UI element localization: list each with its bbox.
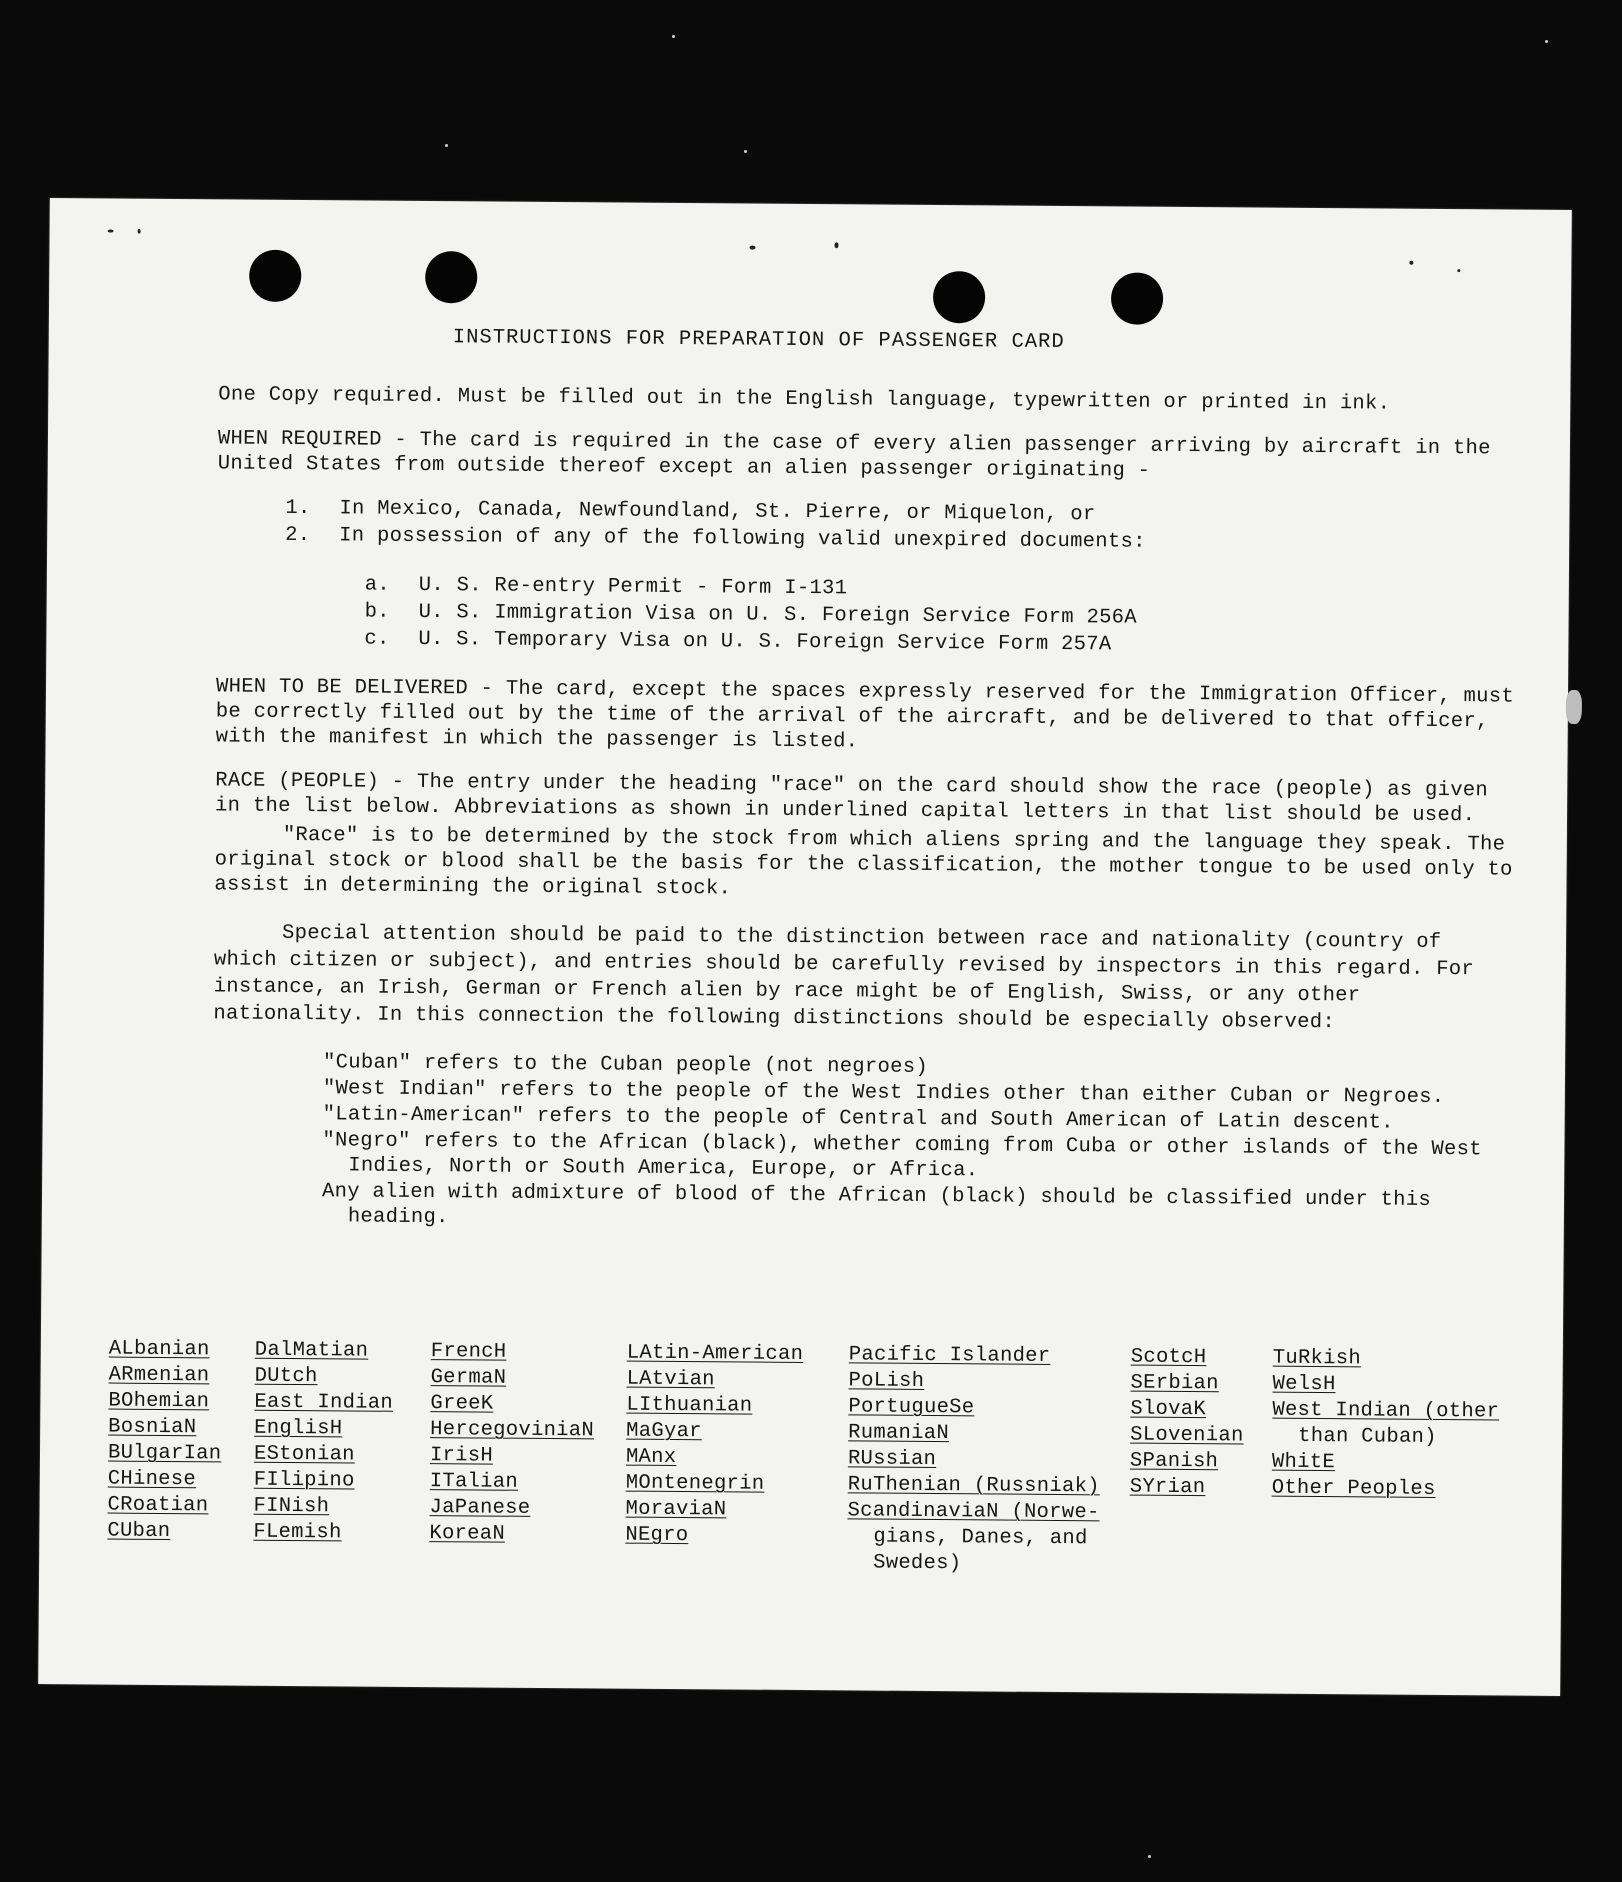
race-entry: FIlipino <box>253 1468 355 1493</box>
race-entry: FrencH <box>430 1340 507 1364</box>
race-entry: CUban <box>107 1519 171 1544</box>
race-column-1 <box>107 1337 222 1546</box>
race-entry: GreeK <box>430 1392 494 1416</box>
race-entry: SErbian <box>1130 1371 1219 1396</box>
intro-paragraph: One Copy required. Must be filled out in the English language, typewritten or printed in ink. <box>218 383 1391 416</box>
race-entry: WhitE <box>1271 1450 1336 1475</box>
exception-item: 2. In possession of any of the following valid unexpired documents: <box>285 523 1146 554</box>
race-entry: MOntenegrin <box>625 1471 765 1496</box>
race-entry: GermaN <box>430 1366 507 1390</box>
race-definition-paragraph: "Race" is to be determined by the stock from which aliens spring and the language they speak. The original stock or blood shall be the basis for the classification, the mother tongue to be used only to assist in determining the original stock. <box>214 823 1513 901</box>
distinction-item: "West Indian" refers to the people of the West Indies other than either Cuban or Negroes. <box>322 1077 1445 1110</box>
ink-speck <box>834 242 838 248</box>
race-entry: ITalian <box>429 1470 519 1494</box>
race-entry: Other Peoples <box>1271 1476 1436 1501</box>
race-column-4 <box>625 1341 803 1550</box>
race-entry: CHinese <box>107 1467 197 1492</box>
when-delivered-paragraph: WHEN TO BE DELIVERED - The card, except the spaces expressly reserved for the Immigration Officer, must be correctly filled out by the time of the arrival of the aircraft, and be delivered to that officer, with the manifest in which the passenger is listed. <box>215 675 1515 754</box>
ink-speck <box>749 246 755 250</box>
race-entry: SYrian <box>1129 1475 1206 1500</box>
race-entry: FINish <box>253 1494 330 1519</box>
punch-hole <box>249 250 301 302</box>
film-speck <box>445 144 448 147</box>
race-column-5 <box>847 1342 1101 1578</box>
race-entry: DUtch <box>254 1364 318 1389</box>
punch-hole <box>425 251 477 303</box>
race-entry: BOhemian <box>108 1389 210 1414</box>
instructions-body <box>212 323 1539 1239</box>
when-required-paragraph: WHEN REQUIRED - The card is required in the case of every alien passenger arriving by aircraft in the United States from outside thereof except an alien passenger originating - <box>217 427 1491 483</box>
document-item: c. U. S. Temporary Visa on U. S. Foreign Service Form 257A <box>364 627 1112 657</box>
race-entry: PoLish <box>848 1369 925 1393</box>
race-entry: RUssian <box>847 1447 937 1472</box>
race-entry: IrisH <box>429 1444 494 1468</box>
race-entry: RuThenian (Russniak) <box>847 1473 1100 1499</box>
race-entry: SLovenian <box>1130 1423 1244 1448</box>
race-entry: HercegoviniaN <box>430 1418 595 1443</box>
document-item: a. U. S. Re-entry Permit - Form I-131 <box>364 573 848 601</box>
race-column-3 <box>429 1339 594 1548</box>
document-list <box>216 571 1537 660</box>
race-entry: LAtin-American <box>626 1341 804 1366</box>
distinction-item: Any alien with admixture of blood of the African (black) should be classified under this heading. <box>321 1180 1432 1230</box>
exception-list <box>217 495 1537 557</box>
race-column-7 <box>1272 1346 1500 1504</box>
race-entry-continuation: than Cuban) <box>1298 1424 1437 1449</box>
race-entry: ALbanian <box>108 1337 210 1362</box>
race-entry: LAtvian <box>626 1367 715 1392</box>
distinction-item: "Cuban" refers to the Cuban people (not negroes) <box>322 1051 929 1079</box>
edge-smudge <box>1566 690 1582 724</box>
punch-hole <box>1111 272 1163 324</box>
race-list <box>107 1337 1549 1576</box>
document-item: b. U. S. Immigration Visa on U. S. Foreign Service Form 256A <box>364 600 1138 630</box>
distinction-item: "Negro" refers to the African (black), whether coming from Cuba or other islands of the West Indies, North or South America, Europe, or Africa. <box>322 1129 1482 1183</box>
race-entry: BosniaN <box>108 1415 197 1440</box>
film-speck <box>1148 1855 1151 1858</box>
race-entry: JaPanese <box>429 1496 531 1520</box>
race-entry: BUlgarIan <box>107 1441 222 1466</box>
race-entry: FLemish <box>253 1520 342 1545</box>
race-entry: TuRkish <box>1272 1346 1362 1371</box>
ink-speck <box>1409 261 1413 265</box>
race-entry-continuation: Swedes) <box>873 1551 962 1576</box>
race-entry: ScotcH <box>1130 1345 1207 1370</box>
race-entry: WelsH <box>1272 1372 1336 1397</box>
race-entry: ScandinaviaN (Norwe- <box>847 1499 1100 1525</box>
race-entry: EnglisH <box>254 1416 343 1441</box>
race-entry: SlovaK <box>1130 1397 1207 1422</box>
race-entry: ARmenian <box>108 1363 210 1388</box>
race-entry-continuation: gians, Danes, and <box>873 1525 1088 1551</box>
race-column-2 <box>253 1338 393 1547</box>
race-entry: MAnx <box>625 1445 677 1470</box>
race-entry: SPanish <box>1129 1449 1219 1474</box>
race-entry: MoraviaN <box>625 1497 727 1522</box>
race-column-6 <box>1130 1345 1245 1502</box>
ink-speck <box>108 230 114 233</box>
race-entry: RumaniaN <box>848 1421 950 1446</box>
race-distinction-paragraph: Special attention should be paid to the distinction between race and nationality (country of which citizen or subject), and entries should be carefully revised by inspectors in this regard. For instance, an Irish, German or French alien by race might be of English, Swiss, or any other nationality. In this connection the following distinctions should be especially observed: <box>213 921 1475 1035</box>
race-entry: KoreaN <box>429 1522 506 1546</box>
race-entry: EStonian <box>253 1442 355 1467</box>
film-speck <box>1545 40 1548 43</box>
race-entry: LIthuanian <box>626 1393 753 1418</box>
race-paragraph: RACE (PEOPLE) - The entry under the heading "race" on the card should show the race (people) as given in the list below. Abbreviations as shown in underlined capital letters in that list should be used. <box>214 769 1489 828</box>
exception-item: 1. In Mexico, Canada, Newfoundland, St. Pierre, or Miquelon, or <box>285 496 1096 527</box>
race-entry: CRoatian <box>107 1493 209 1518</box>
punch-hole <box>933 271 985 323</box>
page-title: INSTRUCTIONS FOR PREPARATION OF PASSENGER CARD <box>452 326 1065 355</box>
race-entry: PortugueSe <box>848 1395 975 1420</box>
film-speck <box>672 35 675 38</box>
film-speck <box>744 150 747 153</box>
distinction-item: "Latin-American" refers to the people of Central and South American of Latin descent. <box>322 1103 1394 1135</box>
race-entry: East Indian <box>254 1390 394 1415</box>
race-distinctions-list <box>212 1049 1533 1238</box>
race-entry: MaGyar <box>626 1419 702 1444</box>
ink-speck <box>138 229 141 234</box>
ink-speck <box>1457 269 1460 272</box>
passenger-card-instructions <box>38 198 1572 1696</box>
race-entry: DalMatian <box>254 1338 369 1363</box>
race-entry: West Indian (other <box>1272 1398 1500 1424</box>
race-entry: NEgro <box>625 1523 689 1548</box>
race-entry: Pacific Islander <box>848 1343 1051 1368</box>
